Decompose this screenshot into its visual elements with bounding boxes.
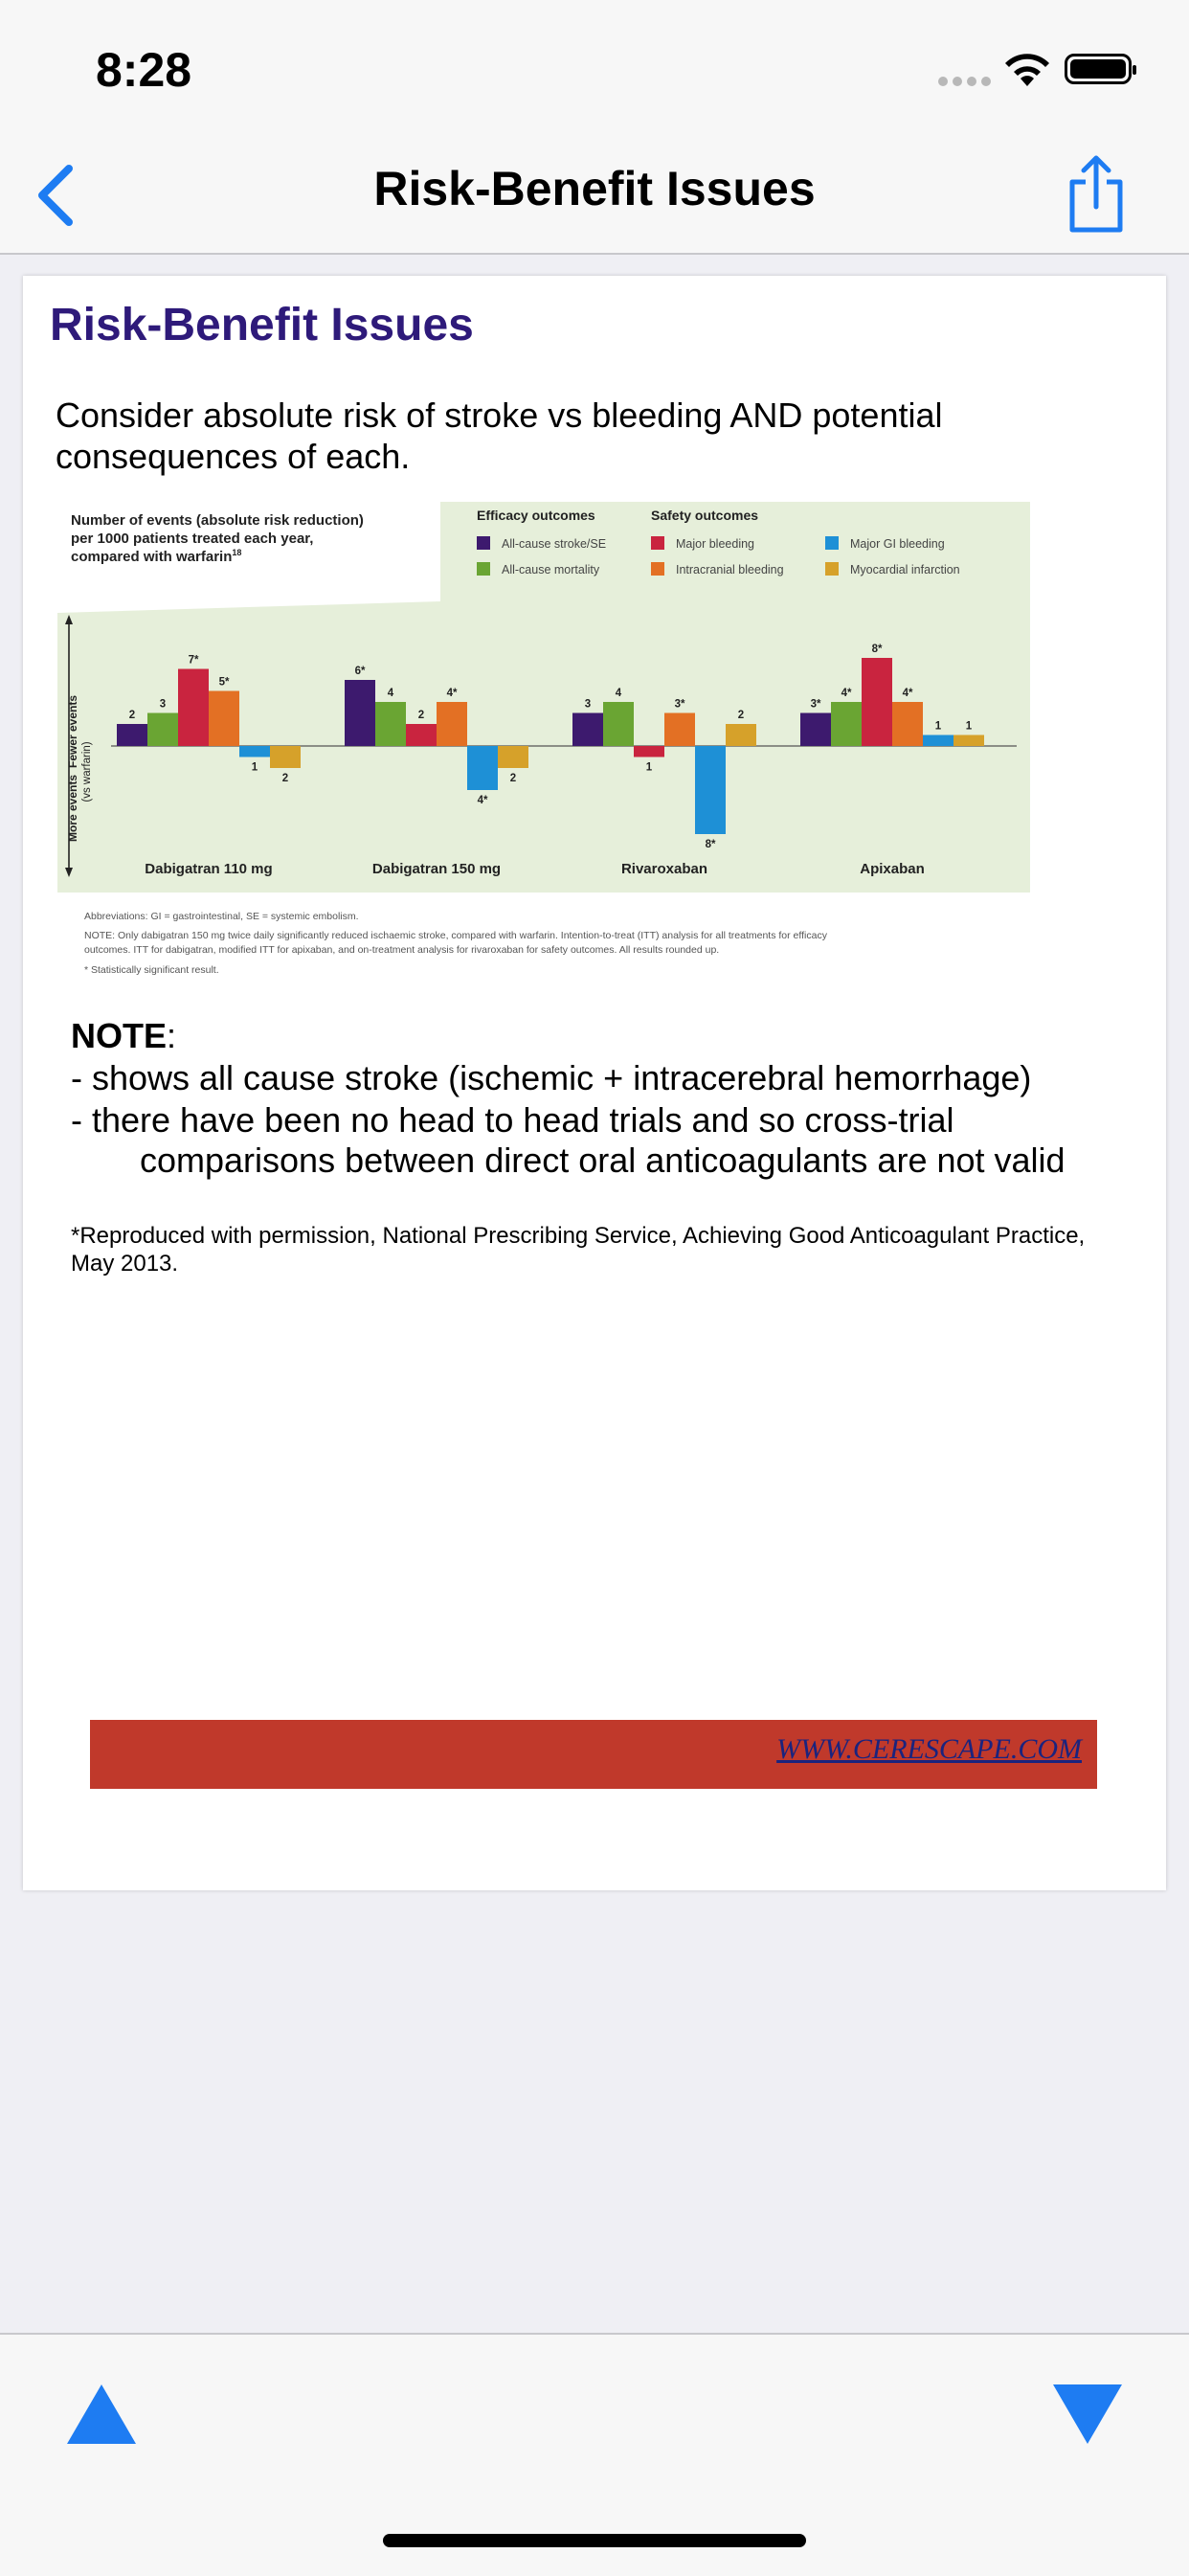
bar-value-label: 3* [810, 698, 821, 711]
bar-value-label: 4* [841, 688, 852, 699]
bar [467, 746, 498, 790]
status-bar [0, 0, 1189, 144]
chart-title-line-2: per 1000 patients treated each year, [71, 531, 314, 547]
bar [862, 658, 892, 746]
previous-page-triangle-icon[interactable] [65, 2383, 138, 2446]
bar [664, 713, 695, 747]
bar [147, 713, 178, 747]
group-label: Dabigatran 150 mg [371, 861, 502, 877]
note-line-2: - there have been no head to head trials and so cross-trial [71, 1100, 954, 1140]
note-heading: NOTE: [71, 1016, 177, 1055]
bar [923, 735, 953, 747]
legend-label: Major GI bleeding [850, 537, 945, 551]
bar [892, 702, 923, 746]
bar-value-label: 8* [871, 644, 883, 655]
legend-swatch [477, 562, 490, 576]
nav-title: Risk-Benefit Issues [373, 162, 816, 215]
reproduction-credit: *Reproduced with permission, National Prescribing Service, Achieving Good Anticoagulant Practice, May 2013. [71, 1223, 1086, 1277]
y-axis-label-mid: (vs warfarin) [81, 741, 93, 802]
bar [572, 713, 603, 747]
bar-value-label: 7* [188, 654, 199, 667]
bar-value-label: 2 [737, 710, 745, 721]
chart-title-line-1: Number of events (absolute risk reduction) [71, 512, 364, 529]
next-page-triangle-icon[interactable] [1051, 2383, 1124, 2446]
bar [634, 746, 664, 757]
bar-value-label: 6* [354, 666, 366, 677]
bar-value-label: 8* [705, 839, 716, 850]
bar-value-label: 4* [902, 688, 913, 699]
intro-text: Consider absolute risk of stroke vs bleeding AND potential consequences of each. [56, 395, 943, 476]
bar [831, 702, 862, 746]
bar-value-label: 3* [674, 698, 685, 711]
chart-footnotes [84, 911, 828, 976]
bar-value-label: 2 [509, 773, 517, 784]
bar [603, 702, 634, 746]
events-bar-chart [57, 502, 1043, 1019]
bar [178, 669, 209, 747]
status-time: 8:28 [96, 43, 192, 97]
bar-value-label: 4 [387, 688, 394, 699]
group-label: Apixaban [860, 861, 925, 877]
legend-swatch [651, 536, 664, 550]
y-axis-label-top: Fewer events [66, 694, 79, 769]
bar [800, 713, 831, 747]
note-line-1: - shows all cause stroke (ischemic + intracerebral hemorrhage) [71, 1058, 1032, 1097]
slide-card [23, 276, 1166, 1890]
bar [239, 746, 270, 757]
bar-value-label: 3 [584, 698, 592, 711]
footnote-line: Abbreviations: GI = gastrointestinal, SE = systemic embolism. [84, 911, 359, 922]
bar [437, 702, 467, 746]
chart-title-line-3: compared with warfarin [71, 549, 233, 565]
bar [406, 724, 437, 746]
bar-value-label: 1 [934, 720, 942, 733]
bar [375, 702, 406, 746]
bar-value-label: 5* [218, 676, 230, 689]
footer-banner [90, 1720, 1097, 1789]
legend-label: Major bleeding [676, 537, 754, 551]
cerescape-link[interactable]: WWW.CERESCAPE.COM [776, 1733, 1082, 1765]
cellular-signal-icon [938, 77, 991, 86]
bar [953, 735, 984, 747]
legend-label: Intracranial bleeding [676, 563, 784, 576]
legend-label: All-cause mortality [502, 563, 600, 576]
footnote-line: outcomes. ITT for dabigatran, modified ITT for apixaban, and on-treatment analysis for rivaroxaban for safety outcomes. All results rounded up. [84, 944, 720, 956]
footnote-line: * Statistically significant result. [84, 964, 219, 976]
bar [270, 746, 301, 768]
bar-value-label: 2 [128, 710, 136, 721]
legend-swatch [651, 562, 664, 576]
legend-swatch [825, 562, 839, 576]
svg-text:compared with warfarin18 [71, 548, 241, 565]
legend-heading: Safety outcomes [651, 508, 759, 523]
bar-value-label: 4* [477, 795, 488, 806]
bar [498, 746, 528, 768]
legend-label: Myocardial infarction [850, 563, 960, 576]
group-label: Rivaroxaban [620, 861, 708, 877]
bar-value-label: 4* [446, 688, 458, 699]
home-indicator[interactable] [383, 2534, 806, 2547]
bar [209, 691, 239, 747]
bar [726, 724, 756, 746]
chart-title-superscript: 18 [232, 548, 242, 557]
bar [345, 680, 375, 746]
legend-label: All-cause stroke/SE [502, 537, 607, 551]
bar-value-label: 1 [645, 761, 653, 774]
bar [117, 724, 147, 746]
y-axis-label-bottom: More events [66, 774, 79, 843]
note-line-3: comparisons between direct oral anticoagulants are not valid [140, 1141, 1066, 1180]
bar [695, 746, 726, 834]
footnote-line: NOTE: Only dabigatran 150 mg twice daily significantly reduced ischaemic stroke, compared with warfarin. Intention-to-treat (ITT) analysis for all treatments for efficacy [84, 930, 827, 941]
bar-value-label: 1 [251, 761, 258, 774]
share-icon[interactable] [1063, 153, 1130, 236]
wifi-icon [1001, 50, 1053, 88]
legend-swatch [477, 536, 490, 550]
bar-value-label: 1 [965, 720, 973, 733]
navigation-bar [0, 144, 1189, 255]
group-label: Dabigatran 110 mg [145, 861, 273, 877]
battery-icon [1065, 54, 1132, 84]
bar-value-label: 4 [615, 688, 622, 699]
legend-swatch [825, 536, 839, 550]
legend-heading: Efficacy outcomes [477, 508, 595, 523]
bar-value-label: 2 [417, 710, 425, 721]
slide-title: Risk-Benefit Issues [50, 300, 474, 350]
bar-value-label: 2 [281, 773, 289, 784]
bar-value-label: 3 [159, 698, 167, 711]
